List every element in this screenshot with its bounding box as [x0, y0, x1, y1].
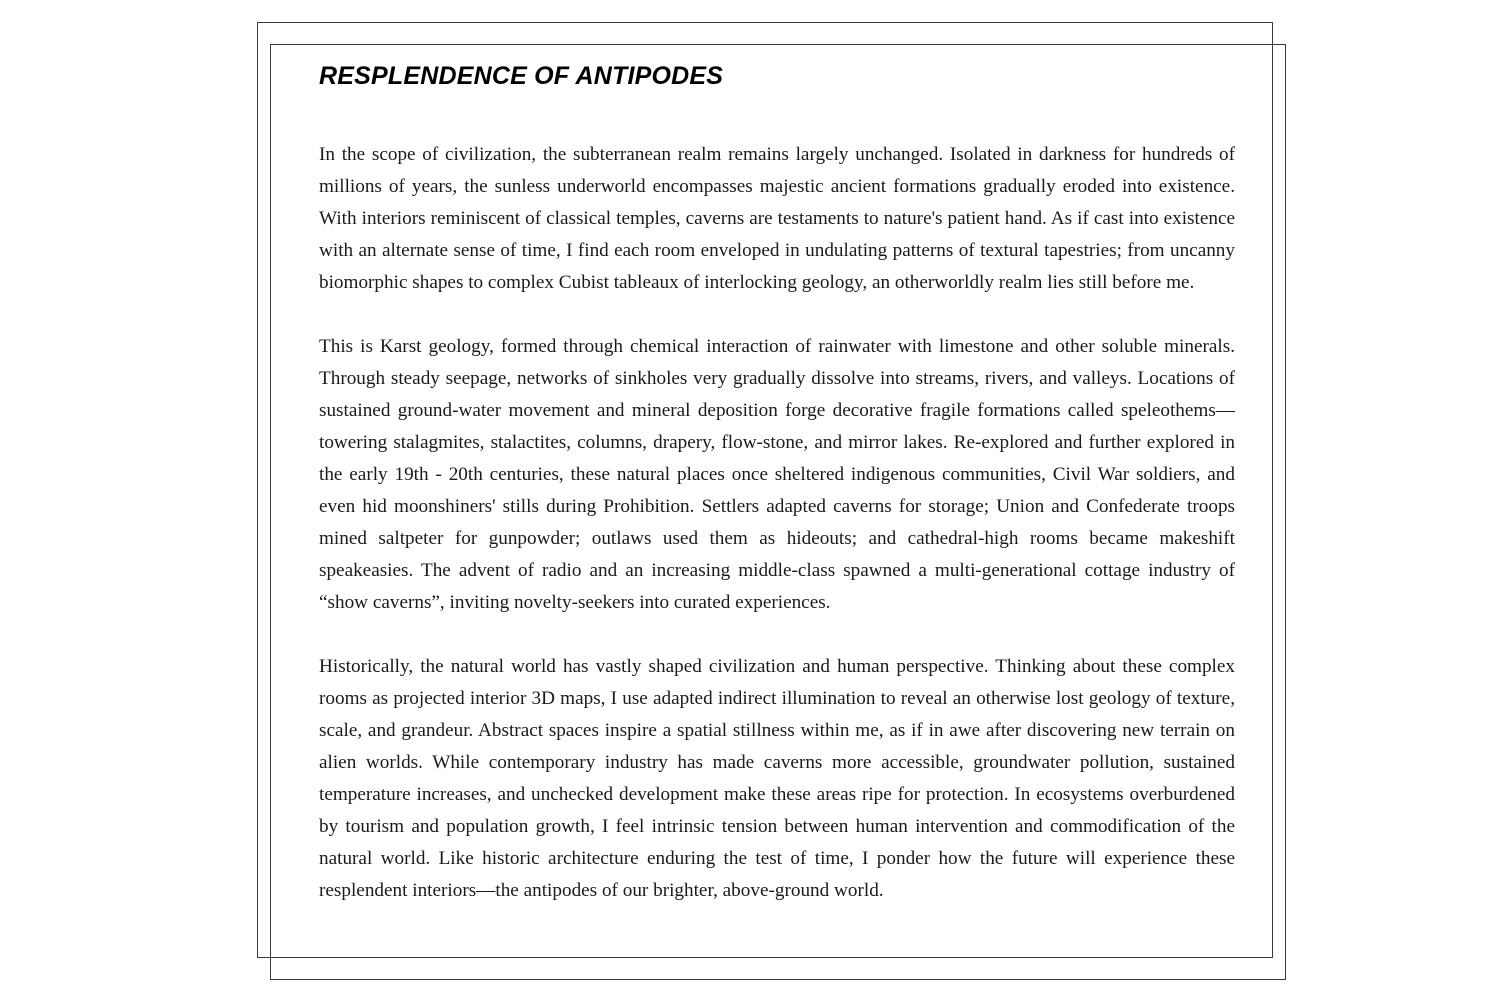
paragraph-2: This is Karst geology, formed through chemical interaction of rainwater with limestone and other soluble minerals. Through steady seepage, networks of sinkholes very gradually dissolve into streams, rivers, and valleys. Locations of sustained ground-water movement and mineral deposition forge decorative fragile formations called speleothems—towering stalagmites, stalactites, columns, drapery, flow-stone, and mirror lakes. Re-explored and further explored in the early 19th - 20th centuries, these natural places once sheltered indigenous communities, Civil War soldiers, and even hid moonshiners' stills during Prohibition. Settlers adapted caverns for storage; Union and Confederate troops mined saltpeter for gunpowder; outlaws used them as hideouts; and cathedral-high rooms became makeshift speakeasies. The advent of radio and an increasing middle-class spawned a multi-generational cottage industry of “show caverns”, inviting novelty-seekers into curated experiences. — [319, 336, 1235, 613]
paragraph-list — [319, 139, 1235, 907]
paragraph-3: Historically, the natural world has vastly shaped civilization and human perspective. Thinking about these complex rooms as projected interior 3D maps, I use adapted indirect illumination to reveal an otherwise lost geology of texture, scale, and grandeur. Abstract spaces inspire a spatial stillness within me, as if in awe after discovering new terrain on alien worlds. While contemporary industry has made caverns more accessible, groundwater pollution, sustained temperature increases, and unchecked development make these areas ripe for protection. In ecosystems overburdened by tourism and population growth, I feel intrinsic tension between human intervention and commodification of the natural world. Like historic architecture enduring the test of time, I ponder how the future will experience these resplendent interiors—the antipodes of our brighter, above-ground world. — [319, 656, 1235, 901]
paragraph-1: In the scope of civilization, the subterranean realm remains largely unchanged. Isolated in darkness for hundreds of millions of years, the sunless underworld encompasses majestic ancient formations gradually eroded into existence. With interiors reminiscent of classical temples, caverns are testaments to nature's patient hand. As if cast into existence with an alternate sense of time, I find each room enveloped in undulating patterns of textural tapestries; from uncanny biomorphic shapes to complex Cubist tableaux of interlocking geology, an otherworldly realm lies still before me. — [319, 144, 1235, 293]
document-body — [319, 56, 1235, 939]
document-title: RESPLENDENCE OF ANTIPODES — [319, 62, 724, 90]
